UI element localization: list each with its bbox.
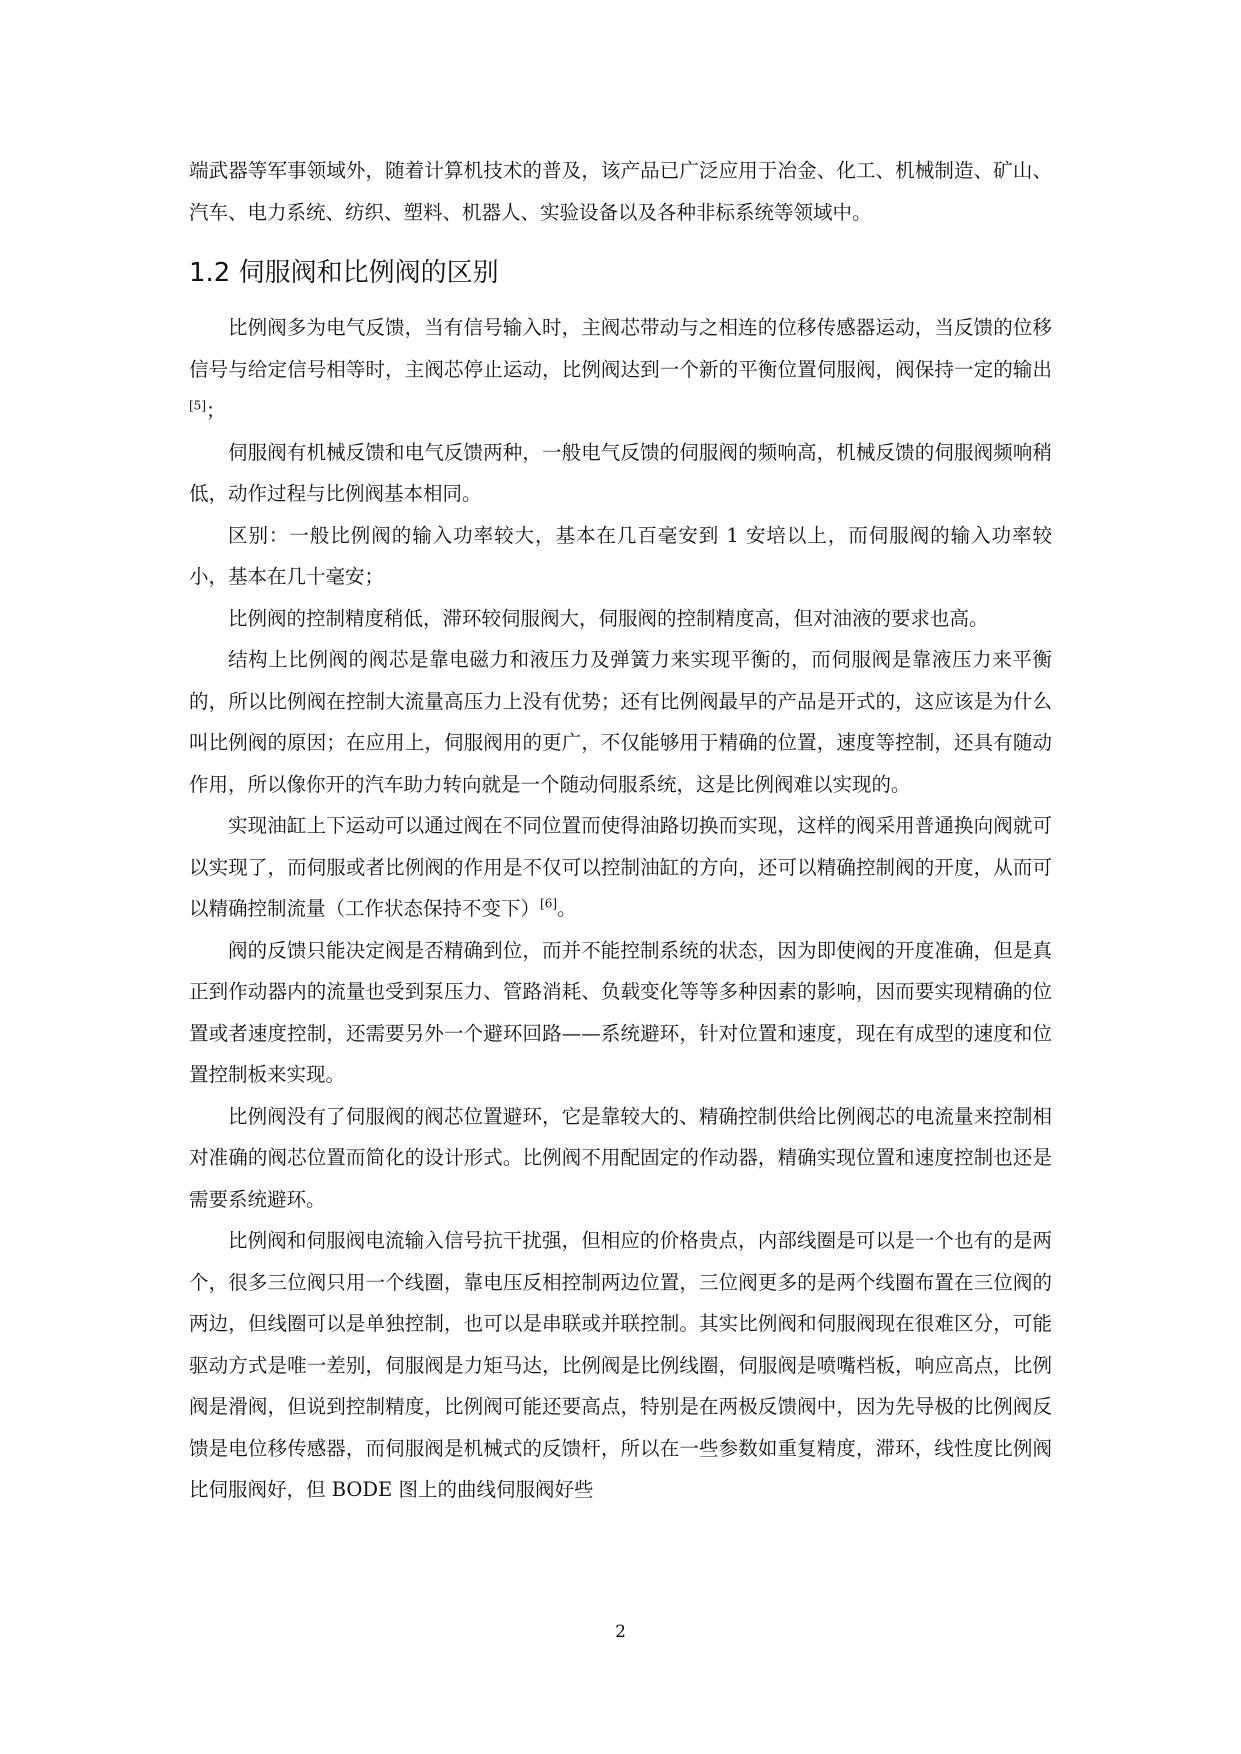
paragraph-8: 比例阀没有了伺服阀的阀芯位置避环，它是靠较大的、精确控制供给比例阀芯的电流量来控制相对准确的阀芯位置而简化的设计形式。比例阀不用配固定的作动器，精确实现位置和速度控制也还是需要系统避环。 — [189, 1104, 1052, 1211]
paragraph-1-tail: ； — [206, 399, 226, 422]
paragraph-6-tail: 。 — [557, 897, 577, 920]
paragraph-4: 比例阀的控制精度稍低，滞环较伺服阀大，伺服阀的控制精度高，但对油液的要求也高。 — [228, 606, 989, 630]
citation-5: [5] — [189, 398, 206, 413]
paragraph-2: 伺服阀有机械反馈和电气反馈两种，一般电气反馈的伺服阀的频响高，机械反馈的伺服阀频响稍低，动作过程与比例阀基本相同。 — [189, 440, 1052, 505]
section-heading: 1.2 伺服阀和比例阀的区别 — [189, 258, 499, 288]
paragraph-1-text: 比例阀多为电气反馈，当有信号输入时，主阀芯带动与之相连的位移传感器运动，当反馈的位移信号与给定信号相等时，主阀芯停止运动，比例阀达到一个新的平衡位置伺服阀，阀保持一定的输出 — [189, 316, 1052, 381]
paragraph-3: 区别：一般比例阀的输入功率较大，基本在几百毫安到 1 安培以上，而伺服阀的输入功率较小，基本在几十毫安； — [189, 523, 1052, 588]
document-body — [189, 150, 1052, 1511]
paragraph-7: 阀的反馈只能决定阀是否精确到位，而并不能控制系统的状态，因为即使阀的开度准确，但是真正到作动器内的流量也受到泵压力、管路消耗、负载变化等等多种因素的影响，因而要实现精确的位置或者速度控制，还需要另外一个避环回路——系统避环，针对位置和速度，现在有成型的速度和位置控制板来实现。 — [189, 938, 1052, 1086]
citation-6: [6] — [540, 896, 558, 911]
continuation-paragraph: 端武器等军事领域外，随着计算机技术的普及，该产品已广泛应用于冶金、化工、机械制造、矿山、汽车、电力系统、纺织、塑料、机器人、实验设备以及各种非标系统等领域中。 — [189, 159, 1052, 224]
paragraph-5: 结构上比例阀的阀芯是靠电磁力和液压力及弹簧力来实现平衡的，而伺服阀是靠液压力来平衡的，所以比例阀在控制大流量高压力上没有优势；还有比例阀最早的产品是开式的，这应该是为什么叫比例阀的原因；在应用上，伺服阀用的更广，不仅能够用于精确的位置，速度等控制，还具有随动作用，所以像你开的汽车助力转向就是一个随动伺服系统，这是比例阀难以实现的。 — [189, 648, 1052, 796]
paragraph-6 — [189, 805, 1052, 930]
paragraph-6-text: 实现油缸上下运动可以通过阀在不同位置而使得油路切换而实现，这样的阀采用普通换向阀就可以实现了，而伺服或者比例阀的作用是不仅可以控制油缸的方向，还可以精确控制阀的开度，从而可以精确控制流量（工作状态保持不变下） — [189, 814, 1052, 920]
paragraph-9: 比例阀和伺服阀电流输入信号抗干扰强，但相应的价格贵点，内部线圈是可以是一个也有的是两个，很多三位阀只用一个线圈，靠电压反相控制两边位置，三位阀更多的是两个线圈布置在三位阀的两边，但线圈可以是单独控制，也可以是串联或并联控制。其实比例阀和伺服阀现在很难区分，可能驱动方式是唯一差别，伺服阀是力矩马达，比例阀是比例线圈，伺服阀是喷嘴档板，响应高点，比例阀是滑阀，但说到控制精度，比例阀可能还要高点，特别是在两极反馈阀中，因为先导极的比例阀反馈是电位移传感器，而伺服阀是机械式的反馈杆，所以在一些参数如重复精度，滞环，线性度比例阀比伺服阀好，但 BODE 图上的曲线伺服阀好些 — [189, 1229, 1052, 1501]
paragraph-1 — [189, 307, 1052, 432]
page-number: 2 — [615, 1622, 626, 1642]
